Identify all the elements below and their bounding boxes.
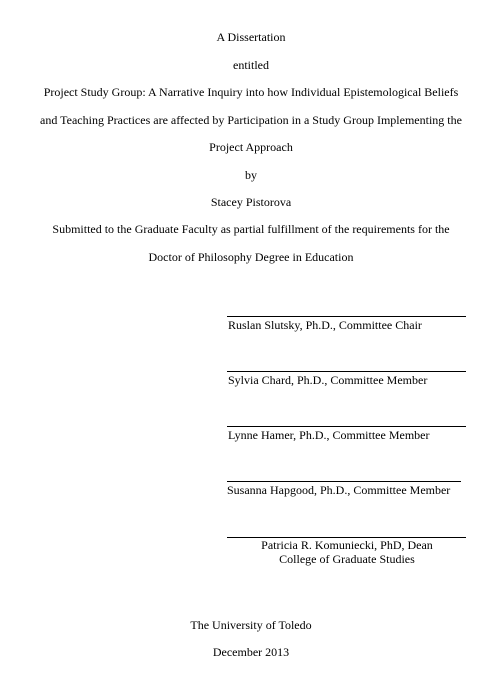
committee-member-name: Sylvia Chard, Ph.D., Committee Member [228, 373, 428, 387]
dissertation-title-line-1: Project Study Group: A Narrative Inquiry into how Individual Epistemological Beliefs [43, 85, 459, 99]
committee-chair-name: Ruslan Slutsky, Ph.D., Committee Chair [228, 318, 422, 332]
signature-line [227, 371, 466, 372]
committee-member-name: Susanna Hapgood, Ph.D., Committee Member [227, 483, 451, 497]
document-type: A Dissertation [216, 30, 286, 44]
signature-block-dean [227, 537, 467, 571]
entitled-label: entitled [233, 58, 269, 72]
signature-line [227, 426, 466, 427]
by-label: by [245, 168, 257, 182]
author-name: Stacey Pistorova [210, 195, 292, 209]
dean-name: Patricia R. Komuniecki, PhD, Dean [261, 538, 433, 552]
committee-member-name: Lynne Hamer, Ph.D., Committee Member [228, 428, 430, 442]
signature-line [227, 481, 461, 482]
dissertation-title-line-3: Project Approach [209, 140, 293, 154]
dissertation-title-line-2: and Teaching Practices are affected by Participation in a Study Group Implementing the [40, 113, 462, 127]
signature-block-chair [227, 316, 467, 336]
signature-block-member-3 [227, 481, 467, 501]
submission-date: December 2013 [212, 645, 290, 659]
submission-statement-line-2: Doctor of Philosophy Degree in Education [148, 250, 354, 264]
submission-statement-line-1: Submitted to the Graduate Faculty as partial fulfillment of the requirements for the [52, 222, 450, 236]
signature-block-member-2 [227, 426, 467, 446]
institution-name: The University of Toledo [190, 618, 312, 632]
dean-office: College of Graduate Studies [279, 552, 415, 566]
signature-block-member-1 [227, 371, 467, 391]
signature-line [227, 316, 466, 317]
